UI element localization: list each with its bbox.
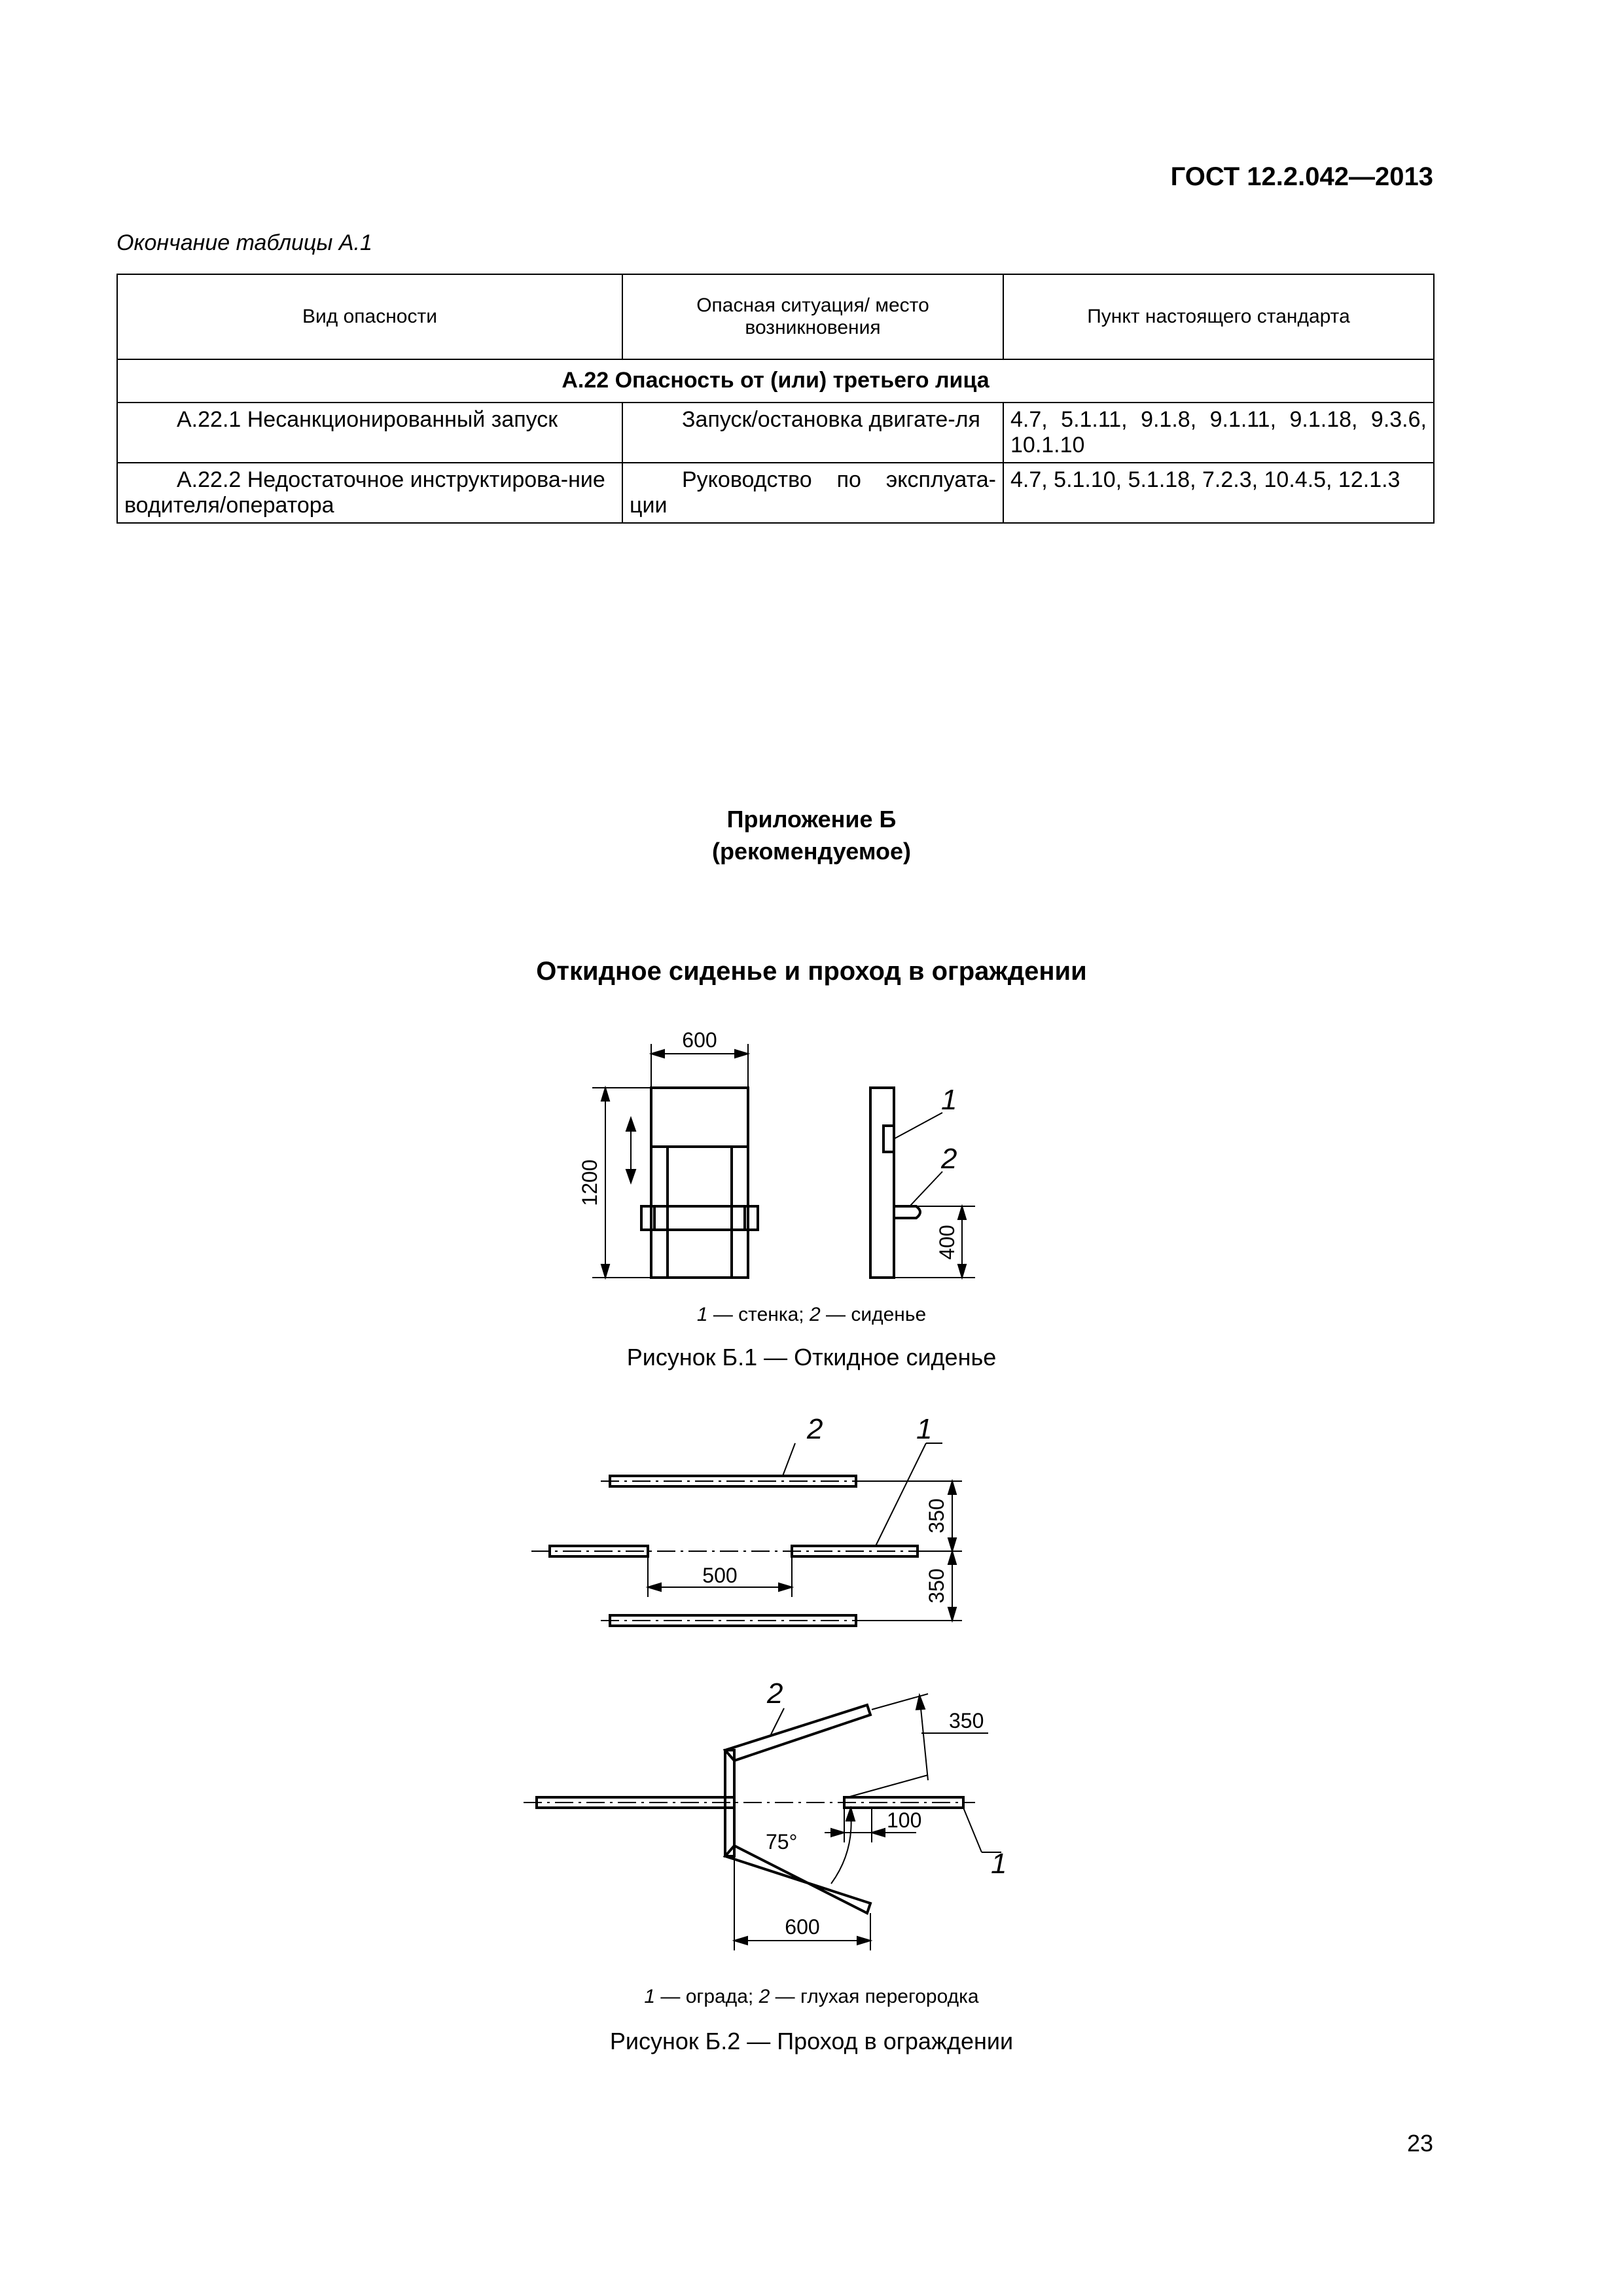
- dim-offset: 350: [949, 1709, 984, 1732]
- legend-text: — ограда;: [655, 1986, 759, 2007]
- appendix-title: Приложение Б: [726, 806, 897, 833]
- fence-passage-drawing: [0, 1401, 1623, 1977]
- label-partition-number: 2: [767, 1677, 783, 1710]
- seat-plate: [641, 1206, 758, 1230]
- seat-frame: [651, 1147, 748, 1278]
- partition-lower-wing: [725, 1846, 870, 1913]
- partition-upper-wing: [725, 1705, 870, 1761]
- figure1-legend: [0, 1304, 1623, 1326]
- hazard-cell: А.22.1 Несанкционированный запуск: [117, 403, 622, 463]
- dim-width: 600: [682, 1028, 717, 1052]
- legend-number: 2: [809, 1304, 821, 1325]
- seat-drawing: [0, 1008, 1623, 1296]
- appendix-status: (рекомендуемое): [712, 837, 911, 865]
- figure2-legend: [0, 1986, 1623, 2008]
- legend-number: 1: [696, 1304, 708, 1325]
- clause-cell: 4.7, 5.1.11, 9.1.8, 9.1.11, 9.1.18, 9.3.6, 10.1.10: [1003, 403, 1434, 463]
- legend-text: — стенка;: [707, 1304, 810, 1325]
- table-row: [117, 403, 1434, 463]
- table-caption: Окончание таблицы А.1: [116, 230, 372, 255]
- column-header-hazard: Вид опасности: [117, 274, 622, 359]
- dim-seat-height: 400: [935, 1225, 959, 1260]
- seat-back-panel: [651, 1088, 748, 1147]
- dim-gap: 500: [702, 1564, 738, 1587]
- figure-title: Откидное сиденье и проход в ограждении: [536, 957, 1087, 986]
- situation-cell: Запуск/остановка двигате-ля: [622, 403, 1003, 463]
- section-title: А.22 Опасность от (или) третьего лица: [117, 359, 1434, 403]
- table-header-row: [117, 274, 1434, 359]
- appendix-heading: [0, 804, 1623, 867]
- dim-width: 600: [785, 1915, 820, 1939]
- column-header-clause: Пункт настоящего стандарта: [1003, 274, 1434, 359]
- legend-number: 1: [644, 1986, 656, 2007]
- hazard-table: [116, 274, 1435, 524]
- label-seat-number: 2: [941, 1143, 957, 1175]
- page-number: 23: [1406, 2130, 1433, 2157]
- dim-spacing-a: 350: [925, 1498, 948, 1534]
- dim-height: 1200: [578, 1159, 601, 1206]
- table-row: [117, 463, 1434, 523]
- figure2-caption: Рисунок Б.2 — Проход в ограждении: [609, 2028, 1014, 2054]
- dim-angle: 75°: [766, 1830, 798, 1854]
- legend-text: — глухая перегородка: [770, 1986, 979, 2007]
- situation-cell: Руководство по эксплуата-ции: [622, 463, 1003, 523]
- document-standard-number: ГОСТ 12.2.042—2013: [1170, 162, 1433, 191]
- dim-small-gap: 100: [887, 1808, 922, 1832]
- label-wall-number: 1: [941, 1084, 957, 1116]
- label-partition-number: 2: [807, 1413, 823, 1445]
- legend-text: — сиденье: [820, 1304, 927, 1325]
- wall-side-view: [870, 1088, 894, 1278]
- legend-number: 2: [758, 1986, 770, 2007]
- folded-seat-side-view: [894, 1206, 920, 1218]
- column-header-situation: Опасная ситуация/ место возникновения: [622, 274, 1003, 359]
- clause-cell: 4.7, 5.1.10, 5.1.18, 7.2.3, 10.4.5, 12.1.3: [1003, 463, 1434, 523]
- label-fence-number: 1: [916, 1413, 933, 1445]
- figure1-caption: Рисунок Б.1 — Откидное сиденье: [626, 1344, 997, 1371]
- hazard-cell: А.22.2 Недостаточное инструктирова-ние водителя/оператора: [117, 463, 622, 523]
- dim-spacing-b: 350: [925, 1568, 948, 1604]
- table-section-row: [117, 359, 1434, 403]
- label-fence-number: 1: [991, 1848, 1007, 1880]
